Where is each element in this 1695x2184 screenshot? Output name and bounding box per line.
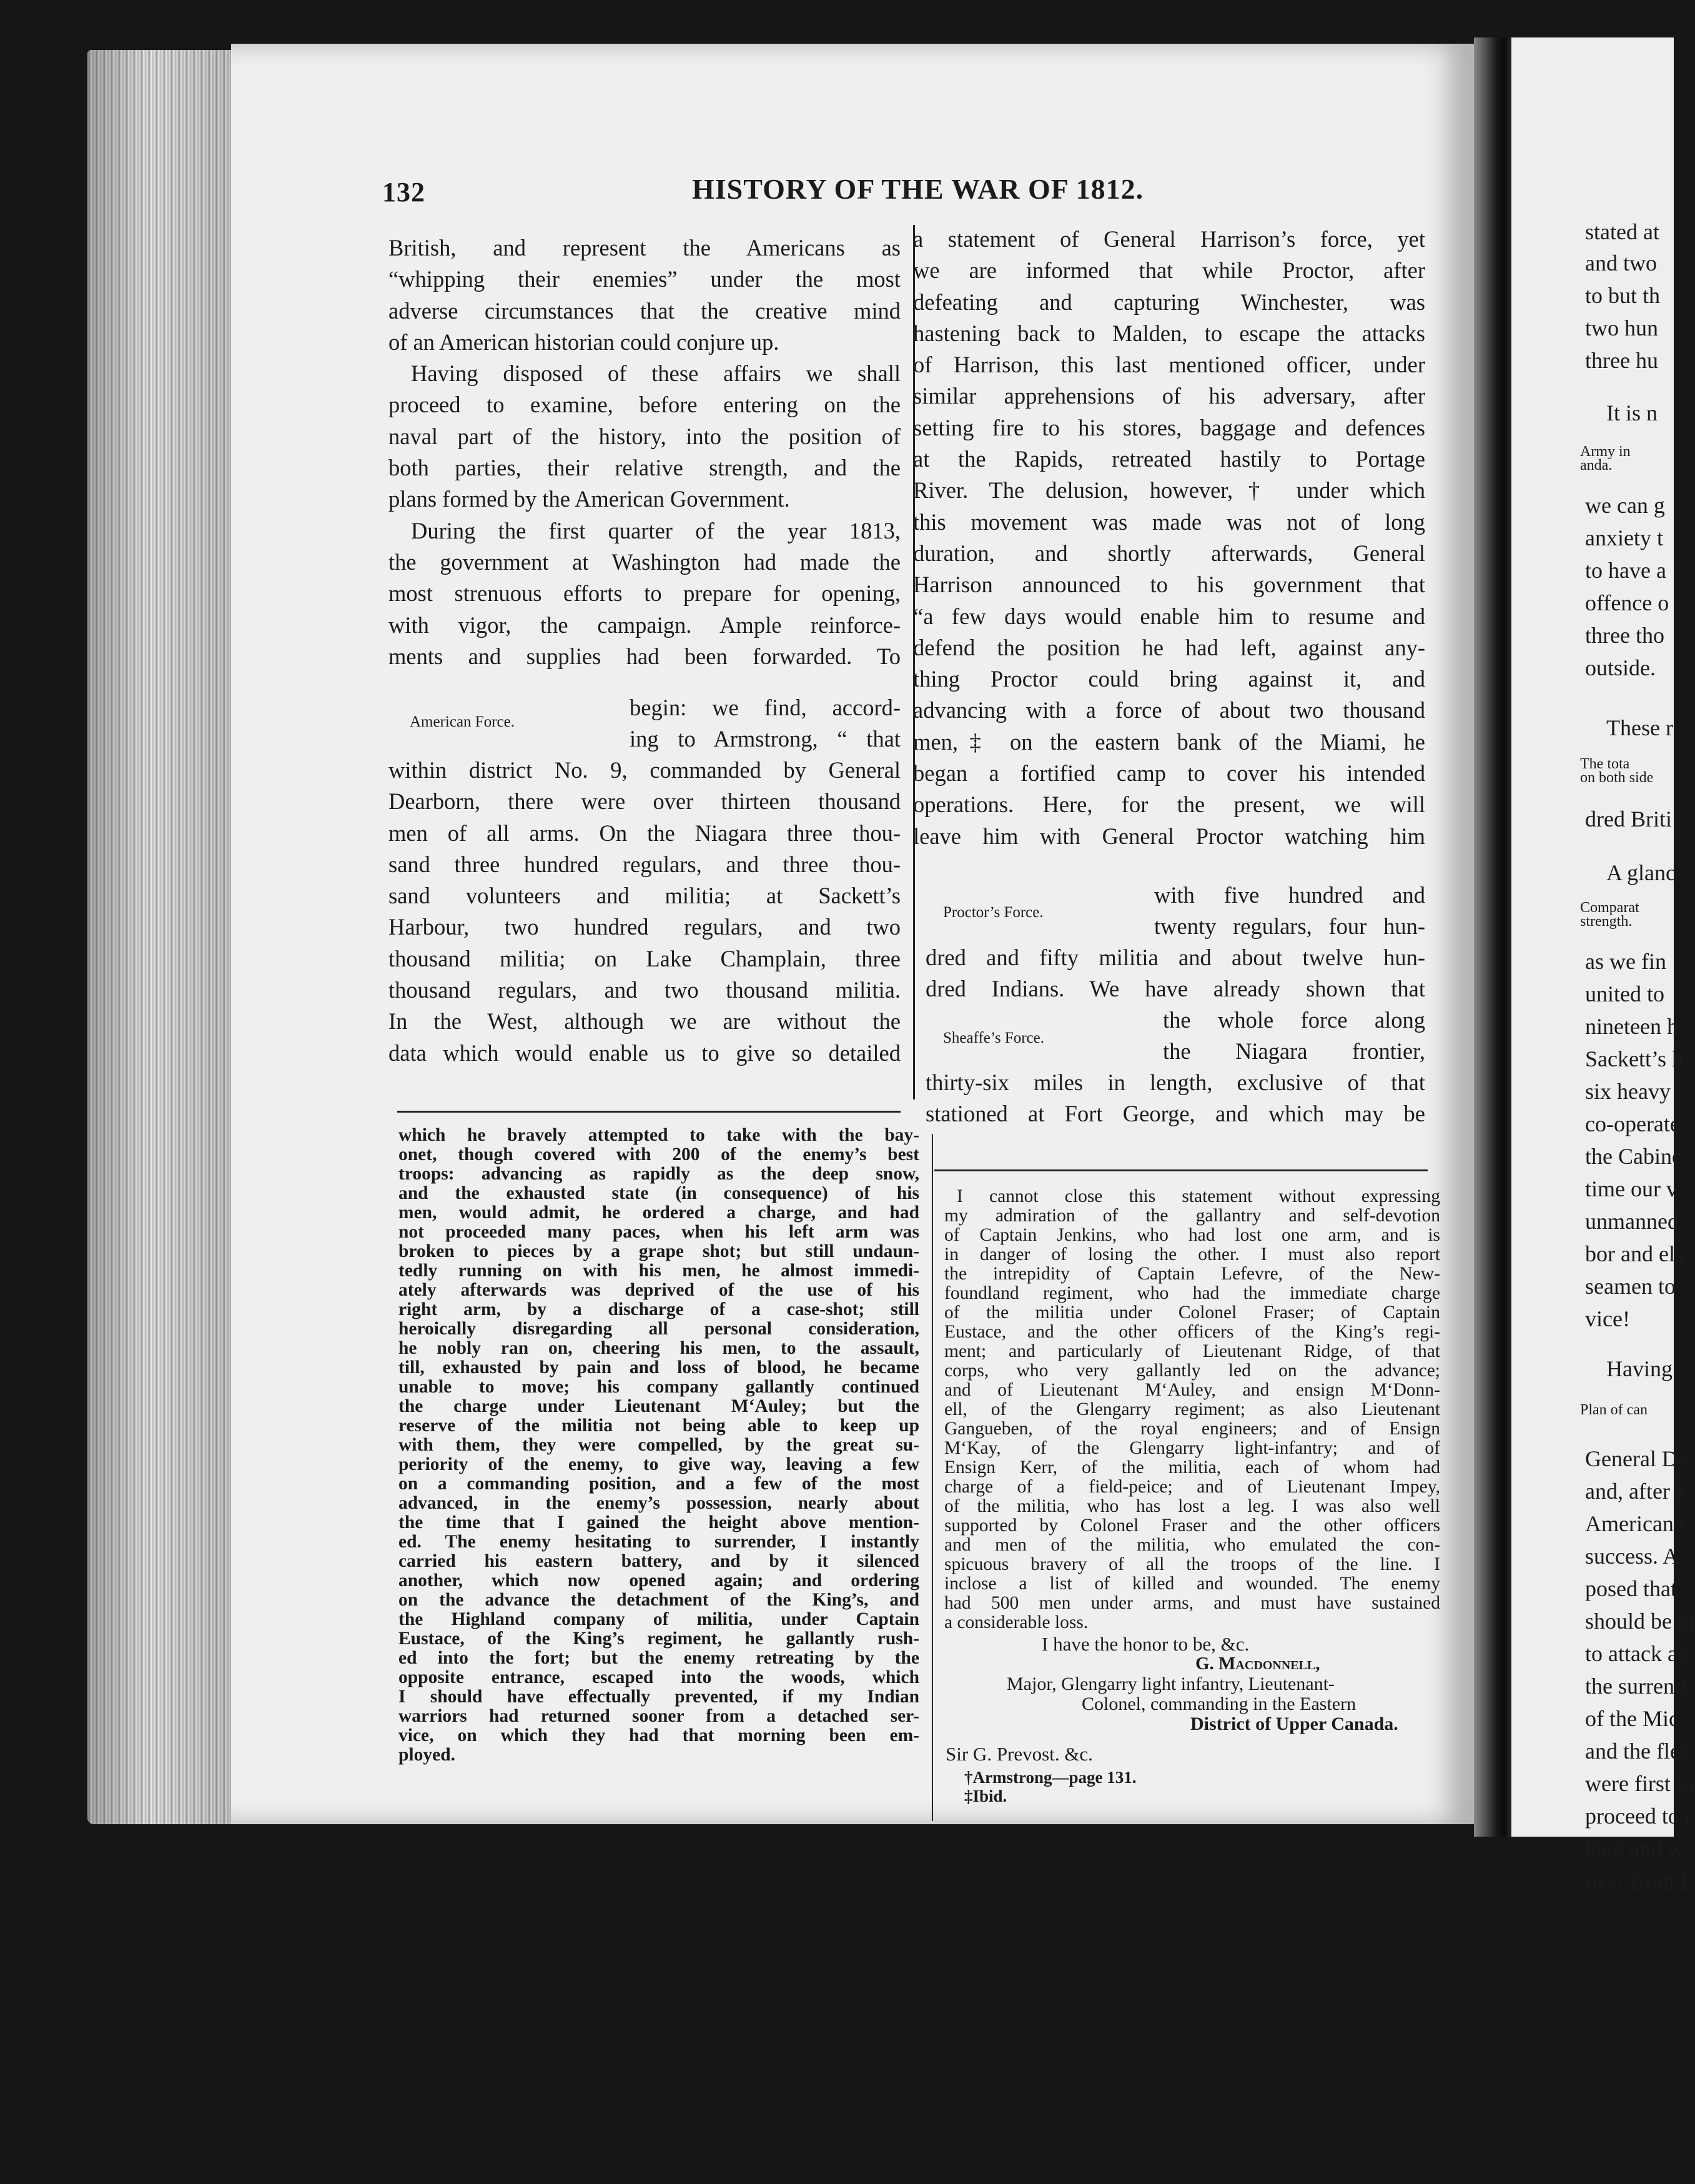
text-line: leave him with General Proctor watching him [913, 823, 1425, 849]
left-paragraph-2 [388, 358, 901, 515]
text-line: with five hundred and [1154, 882, 1425, 908]
footnote-line: had 500 men under arms, and must have sustained [944, 1593, 1440, 1613]
text-line: the government at Washington had made the [388, 548, 901, 575]
facing-page-line: united to [1585, 981, 1664, 1006]
signature-name: G. Macdonnell, [1195, 1654, 1320, 1674]
footnote-line: my admiration of the gallantry and self-devotion [944, 1206, 1440, 1226]
facing-page-line: anda. [1580, 457, 1613, 474]
footnote-line: the intrepidity of Captain Lefevre, of the New- [944, 1264, 1440, 1284]
text-line: British, and represent the Americans as [388, 235, 901, 261]
column-divider-lower [932, 1134, 933, 1821]
facing-page-line: stated at [1585, 219, 1659, 244]
signature-title-1: Major, Glengarry light infantry, Lieutenant- [1007, 1674, 1335, 1694]
facing-page-line: three hu [1585, 348, 1658, 373]
facing-page-line: offence o [1585, 590, 1669, 615]
facing-page-line: time our v [1585, 1176, 1678, 1201]
footnote-line: men, would admit, he ordered a charge, and had [398, 1203, 919, 1223]
facing-page-line: Army in [1580, 444, 1631, 460]
facing-page-line: Plan of can [1580, 1402, 1648, 1418]
text-line: most strenuous efforts to prepare for opening, [388, 580, 901, 607]
footnote-line: Eustace, and the other officers of the King’s regi- [944, 1322, 1440, 1342]
text-line: men of all arms. On the Niagara three thou- [388, 820, 901, 846]
footnote-line: in danger of losing the other. I must also report [944, 1244, 1440, 1264]
footnote-line: warriors had returned sooner from a detached ser- [398, 1706, 919, 1726]
signature-closing: I have the honor to be, &c. [1042, 1633, 1250, 1655]
facing-page-line: seamen to [1585, 1274, 1676, 1299]
right-paragraph-2 [926, 942, 1425, 1005]
footnote-line: broken to pieces by a grape shot; but still undaun- [398, 1241, 919, 1261]
footnote-left [398, 1126, 919, 1765]
text-line: ing to Armstrong, “ that [630, 726, 901, 752]
text-line: within district No. 9, commanded by General [388, 757, 901, 783]
text-line: dred Indians. We have already shown that [926, 976, 1425, 1002]
left-paragraph-3 [388, 515, 901, 672]
footnote-line: I should have effectually prevented, if my Indian [398, 1687, 919, 1707]
text-line: began a fortified camp to cover his intended [913, 760, 1425, 787]
text-line: “a few days would enable him to resume and [913, 603, 1425, 629]
text-line: During the first quarter of the year 1813, [411, 517, 901, 544]
footnote-line: Gangueben, of the royal engineers; and of Ensign [944, 1419, 1440, 1439]
text-line: Harrison announced to his government that [913, 572, 1425, 598]
facing-page-line: three tho [1585, 623, 1664, 648]
facing-page-line: bor and els [1585, 1241, 1684, 1266]
facing-page-line: we can g [1585, 493, 1665, 518]
text-line: advancing with a force of about two thousand [913, 697, 1425, 723]
sidenote-proctors-force: Proctor’s Force. [943, 904, 1044, 921]
page-number: 132 [382, 177, 425, 207]
footnote-line: on the advance the detachment of the King’s, and [398, 1590, 919, 1610]
text-line: Dearborn, there were over thirteen thousand [388, 788, 901, 815]
text-line: In the West, although we are without the [388, 1008, 901, 1035]
text-line: dred and fifty militia and about twelve hun- [926, 945, 1425, 970]
facing-page-line: nineteen h [1585, 1014, 1678, 1039]
text-line: defeating and capturing Winchester, was [913, 289, 1425, 315]
facing-page-line: and, after s [1585, 1479, 1684, 1504]
text-line: begin: we find, accord- [630, 695, 901, 720]
footnote-line: the time that I gained the height above mention- [398, 1512, 919, 1532]
footnote-line: troops: advancing as rapidly as the deep snow, [398, 1164, 919, 1184]
facing-page-line: American C [1585, 1511, 1694, 1536]
text-line: thousand militia; on Lake Champlain, three [388, 945, 901, 971]
left-paragraph-3-rest [388, 755, 901, 1069]
facing-page-line: vice! [1585, 1306, 1630, 1331]
facing-page-line: as we fin [1585, 949, 1666, 974]
facing-page-line: on both side [1580, 770, 1654, 786]
footnote-line: ment; and particularly of Lieutenant Ridge, of that [944, 1341, 1440, 1361]
text-line: sand three hundred regulars, and three thou- [388, 851, 901, 877]
facing-page-line: over from I [1585, 1869, 1688, 1894]
text-line: data which would enable us to give so detailed [388, 1040, 901, 1066]
footnote-line: tedly running on with his men, he almost immedi- [398, 1261, 919, 1281]
facing-page-line: outside. [1585, 655, 1656, 680]
facing-page-line: the Cabine [1585, 1144, 1682, 1169]
facing-page-line: to but th [1585, 283, 1661, 308]
facing-page-line: were first to [1585, 1771, 1694, 1796]
footnote-line: on a commanding position, and a few of the most [398, 1474, 919, 1494]
footnote-line: M‘Kay, of the Glengarry light-infantry; and of [944, 1438, 1440, 1458]
text-line: River. The delusion, however,† under which [913, 477, 1425, 504]
text-line: defend the position he had left, against any- [913, 634, 1425, 660]
facing-page-line: A glanc [1606, 860, 1676, 885]
facing-page-line: two hun [1585, 315, 1658, 340]
facing-page-line: of the Mic [1585, 1706, 1679, 1731]
footnote-rule-right [934, 1169, 1428, 1171]
facing-page-line: unmanned [1585, 1209, 1679, 1234]
right-sheaffe-side-lines [1163, 1005, 1425, 1068]
text-line: ments and supplies had been forwarded. To [388, 643, 901, 669]
text-line: of Harrison, this last mentioned officer, under [913, 352, 1425, 378]
footnote-line: a considerable loss. [944, 1612, 1089, 1632]
footnote-line: inclose a list of killed and wounded. The enemy [944, 1574, 1440, 1594]
text-line: Having disposed of these affairs we shall [411, 360, 901, 387]
text-line: setting fire to his stores, baggage and defences [913, 414, 1425, 440]
facing-page-line: strength. [1580, 913, 1633, 930]
sidenote-sheaffes-force: Sheaffe’s Force. [943, 1030, 1044, 1046]
text-line: a statement of General Harrison’s force, yet [913, 226, 1425, 252]
page-stack-shadow [87, 50, 244, 1824]
facing-page-line: co-operate [1585, 1111, 1680, 1136]
facing-page-line: Sackett’s h [1585, 1046, 1683, 1071]
footnote-line: reserve of the militia not being able to keep up [398, 1416, 919, 1436]
footnote-line: he nobly ran on, cheering his men, to the assault, [398, 1338, 919, 1358]
footnote-line: ell, of the Glengarry regiment; as also Lieutenant [944, 1399, 1440, 1419]
footnote-line: the charge under Lieutenant M‘Auley; but the [398, 1396, 919, 1416]
right-paragraph-3 [926, 1067, 1425, 1130]
facing-page-line: six heavy [1585, 1079, 1671, 1104]
footnote-line: spicuous bravery of all the troops of the line. I [944, 1554, 1440, 1574]
facing-page-line: should be m [1585, 1609, 1695, 1634]
footnote-line: unable to move; his company gallantly continued [398, 1377, 919, 1397]
footnote-line: of the militia, who has lost a leg. I was also well [944, 1496, 1440, 1516]
facing-page-line: It is n [1606, 400, 1658, 425]
text-line: “whipping their enemies” under the most [388, 266, 901, 292]
footnote-line: and the exhausted state (in consequence) of his [398, 1183, 919, 1203]
left-paragraph-1 [388, 232, 901, 358]
text-line: men,‡ on the eastern bank of the Miami, he [913, 728, 1425, 755]
footnote-line: charge of a field-peice; and of Lieutenant Impey, [944, 1477, 1440, 1497]
text-line: the whole force along [1163, 1007, 1425, 1033]
text-line: naval part of the history, into the position of [388, 423, 901, 449]
footnote-line: carried his eastern battery, and by it silenced [398, 1551, 919, 1571]
footnote-line: I cannot close this statement without expressing [957, 1186, 1440, 1206]
facing-page-line: and two [1585, 251, 1657, 275]
footnote-line: ed. The enemy hesitating to surrender, I instantly [398, 1532, 919, 1552]
right-proctor-side-lines [1154, 880, 1425, 943]
text-line: thing Proctor could bring against it, and [913, 666, 1425, 692]
text-line: at the Rapids, retreated hastily to Portage [913, 446, 1425, 472]
footnote-line: opposite entrance, escaped into the woods, which [398, 1667, 919, 1687]
footnote-line: and of Lieutenant M‘Auley, and ensign M‘Donn- [944, 1380, 1440, 1400]
facing-page-line: Comparat [1580, 900, 1639, 916]
footnote-line: periority of the enemy, to give way, leaving a few [398, 1454, 919, 1474]
text-line: we are informed that while Proctor, after [913, 257, 1425, 284]
footnote-line: advanced, in the enemy’s possession, nearly about [398, 1493, 919, 1513]
text-line: proceed to examine, before entering on the [388, 392, 901, 418]
facing-page-line: The tota [1580, 756, 1630, 772]
footnote-line: of the militia under Colonel Fraser; of Captain [944, 1303, 1440, 1323]
facing-page-line: posed that [1585, 1576, 1677, 1601]
left-column [388, 232, 901, 672]
text-line: this movement was made was not of long [913, 509, 1425, 535]
footnote-line: another, which now opened again; and ordering [398, 1571, 919, 1591]
text-line: sand volunteers and militia; at Sackett’s [388, 883, 901, 909]
facing-page-line: proceed to t [1585, 1804, 1691, 1829]
facing-page-line: land and w [1585, 1836, 1684, 1861]
text-line: of an American historian could conjure up. [388, 329, 779, 355]
footnote-line: ately afterwards was deprived of the use of his [398, 1280, 919, 1300]
text-line: operations. Here, for the present, we will [913, 792, 1425, 818]
footnote-line: and men of the militia, who emulated the con- [944, 1535, 1440, 1555]
text-line: hastening back to Malden, to escape the attacks [913, 320, 1425, 346]
facing-page-line: and the flee [1585, 1739, 1690, 1764]
footnote-line: vice, on which they had that morning been em- [398, 1725, 919, 1745]
footnote-dagger: †Armstrong—page 131. [964, 1768, 1137, 1787]
text-line: the Niagara frontier, [1163, 1038, 1425, 1065]
signature-title-2: Colonel, commanding in the Eastern [1082, 1694, 1356, 1714]
footnote-line: supported by Colonel Fraser and the other officers [944, 1516, 1440, 1536]
footnote-line: till, exhausted by pain and loss of blood, he became [398, 1358, 919, 1377]
footnote-line: heroically disregarding all personal consideration, [398, 1319, 919, 1339]
footnote-line: the Highland company of militia, under Captain [398, 1609, 919, 1629]
footnote-line: Ensign Kerr, of the militia, each of whom had [944, 1457, 1440, 1477]
facing-page-line: anxiety t [1585, 525, 1663, 550]
facing-page-line: Having [1606, 1356, 1673, 1381]
text-line: with vigor, the campaign. Ample reinforce- [388, 612, 901, 638]
footnote-rule-left [397, 1111, 901, 1113]
footnote-line: with them, they were compelled, by the great su- [398, 1435, 919, 1455]
text-line: thirty-six miles in length, exclusive of that [926, 1070, 1425, 1095]
signature-addressee: Sir G. Prevost. &c. [946, 1743, 1093, 1765]
facing-page-line: to have a [1585, 558, 1666, 583]
text-line: thousand regulars, and two thousand militia. [388, 977, 901, 1003]
page-title: HISTORY OF THE WAR OF 1812. [692, 173, 1144, 205]
footnote-line: of Captain Jenkins, who had lost one arm, and is [944, 1225, 1440, 1245]
footnote-line: which he bravely attempted to take with the bay- [398, 1125, 919, 1145]
footnote-line: ed into the fort; but the enemy retreating by the [398, 1648, 919, 1668]
signature-title-3: District of Upper Canada. [1190, 1714, 1398, 1734]
sidenote-american-force: American Force. [410, 713, 515, 730]
text-line: adverse circumstances that the creative mind [388, 297, 901, 324]
text-line: Harbour, two hundred regulars, and two [388, 914, 901, 940]
footnote-line: Eustace, of the King’s regiment, he gallantly rush- [398, 1629, 919, 1649]
text-line: stationed at Fort George, and which may be [926, 1101, 1425, 1127]
footnote-right [944, 1187, 1440, 1632]
text-line: duration, and shortly afterwards, General [913, 540, 1425, 566]
facing-page-line: General De [1585, 1446, 1688, 1471]
footnote-line: right arm, by a discharge of a case-shot; still [398, 1299, 919, 1319]
facing-page-line: dred Briti [1585, 807, 1672, 831]
facing-page-line: the surrend [1585, 1674, 1686, 1699]
text-line: similar apprehensions of his adversary, after [913, 383, 1425, 409]
footnote-line: not proceeded many paces, when his left arm was [398, 1222, 919, 1242]
facing-page-line: These r [1606, 715, 1673, 740]
footnote-line: corps, who very gallantly led on the advance; [944, 1361, 1440, 1381]
text-line: both parties, their relative strength, and the [388, 455, 901, 481]
footnote-line: ployed. [398, 1745, 455, 1765]
right-paragraph-1 [913, 224, 1425, 852]
footnote-double-dagger: ‡Ibid. [964, 1787, 1007, 1805]
left-side-lines [630, 692, 901, 755]
facing-page-line: to attack an [1585, 1641, 1689, 1666]
text-line: twenty regulars, four hun- [1154, 913, 1425, 940]
footnote-line: foundland regiment, who had the immediate charge [944, 1283, 1440, 1303]
footnote-line: onet, though covered with 200 of the enemy’s best [398, 1144, 919, 1164]
text-line: plans formed by the American Government. [388, 486, 790, 512]
facing-page-line: success. A [1585, 1544, 1679, 1569]
